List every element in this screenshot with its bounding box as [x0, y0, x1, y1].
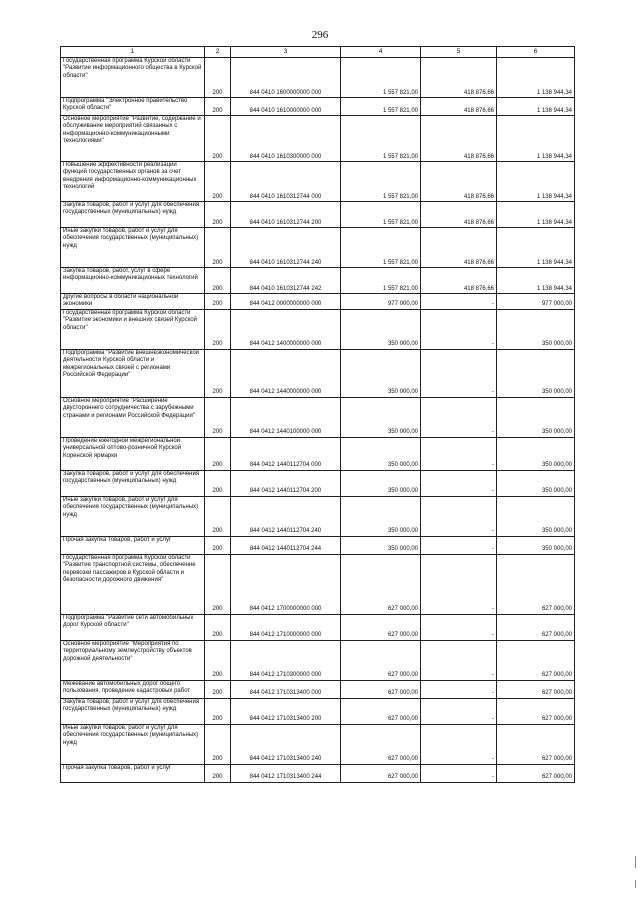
row-admin-code: 200 [205, 437, 231, 470]
row-assigned: 350 000,00 [341, 496, 421, 536]
row-assigned: 627 000,00 [341, 554, 421, 614]
column-header-4: 4 [341, 47, 421, 58]
table-row [61, 536, 575, 554]
table-row [61, 98, 575, 116]
row-admin-code: 200 [205, 496, 231, 536]
row-name: Закупка товаров, работ и услуг для обеспечения государственных (муниципальных) нужд [61, 202, 205, 228]
row-name: Основное мероприятие "Развитие, содержание и обслуживание мероприятий связанных с информационно-коммуникационными технологиями" [61, 116, 205, 162]
row-remaining: 1 138 944,34 [497, 268, 575, 294]
table-row [61, 470, 575, 496]
row-admin-code: 200 [205, 309, 231, 349]
row-executed: - [421, 698, 497, 724]
row-executed: 418 876,66 [421, 98, 497, 116]
page-number: 296 [311, 29, 329, 41]
row-budget-code: 844 0412 0000000000 000 [231, 294, 341, 310]
row-budget-code: 844 0412 1440112704 200 [231, 470, 341, 496]
row-assigned: 1 557 821,00 [341, 162, 421, 202]
row-executed: - [421, 554, 497, 614]
table-row [61, 349, 575, 397]
row-budget-code: 844 0412 1710300000 000 [231, 640, 341, 680]
row-assigned: 977 000,00 [341, 294, 421, 310]
row-executed: - [421, 397, 497, 437]
row-name: Закупка товаров, работ и услуг для обеспечения государственных (муниципальных) нужд [61, 698, 205, 724]
row-executed: 418 876,66 [421, 162, 497, 202]
row-assigned: 350 000,00 [341, 470, 421, 496]
row-admin-code: 200 [205, 162, 231, 202]
row-executed: 418 876,66 [421, 202, 497, 228]
row-assigned: 1 557 821,00 [341, 98, 421, 116]
row-budget-code: 844 0410 1610312744 242 [231, 268, 341, 294]
row-executed: - [421, 724, 497, 764]
row-budget-code: 844 0410 1600000000 000 [231, 58, 341, 98]
row-executed: - [421, 640, 497, 680]
row-admin-code: 200 [205, 228, 231, 268]
row-assigned: 627 000,00 [341, 724, 421, 764]
row-remaining: 1 138 944,34 [497, 228, 575, 268]
table-row [61, 640, 575, 680]
row-admin-code: 200 [205, 614, 231, 640]
row-admin-code: 200 [205, 698, 231, 724]
table-row [61, 496, 575, 536]
row-executed: - [421, 437, 497, 470]
row-assigned: 627 000,00 [341, 698, 421, 724]
row-assigned: 627 000,00 [341, 680, 421, 698]
table-row [61, 698, 575, 724]
row-remaining: 627 000,00 [497, 614, 575, 640]
row-budget-code: 844 0412 1440000000 000 [231, 349, 341, 397]
table-row [61, 116, 575, 162]
row-remaining: 1 138 944,34 [497, 58, 575, 98]
row-name: Основное мероприятие "Мероприятия по территориальному землеустройству объектов дорожной деятельности" [61, 640, 205, 680]
column-header-6: 6 [497, 47, 575, 58]
row-budget-code: 844 0410 1610000000 000 [231, 98, 341, 116]
row-executed: 418 876,66 [421, 228, 497, 268]
row-executed: 418 876,66 [421, 268, 497, 294]
row-remaining: 627 000,00 [497, 554, 575, 614]
row-assigned: 350 000,00 [341, 437, 421, 470]
row-remaining: 1 138 944,34 [497, 202, 575, 228]
row-name: Повышение эффективности реализации функций государственных органов за счет внедрения информационно-коммуникационных технологий [61, 162, 205, 202]
row-budget-code: 844 0412 1440112704 244 [231, 536, 341, 554]
row-budget-code: 844 0412 1440100000 000 [231, 397, 341, 437]
table-row [61, 397, 575, 437]
row-name: Подпрограмма "Электронное правительство Курской области" [61, 98, 205, 116]
row-remaining: 1 138 944,34 [497, 162, 575, 202]
row-assigned: 627 000,00 [341, 614, 421, 640]
row-budget-code: 844 0410 1610312744 240 [231, 228, 341, 268]
row-name: Прочая закупка товаров, работ и услуг [61, 536, 205, 554]
row-remaining: 627 000,00 [497, 640, 575, 680]
row-admin-code: 200 [205, 58, 231, 98]
row-remaining: 627 000,00 [497, 698, 575, 724]
table-row [61, 764, 575, 782]
table-row [61, 680, 575, 698]
column-header-2: 2 [205, 47, 231, 58]
row-remaining: 1 138 944,34 [497, 98, 575, 116]
row-assigned: 627 000,00 [341, 764, 421, 782]
row-budget-code: 844 0412 1440112704 000 [231, 437, 341, 470]
table-row [61, 294, 575, 310]
row-remaining: 627 000,00 [497, 724, 575, 764]
row-budget-code: 844 0412 1710313400 000 [231, 680, 341, 698]
row-assigned: 350 000,00 [341, 309, 421, 349]
row-remaining: 350 000,00 [497, 349, 575, 397]
header-row [61, 47, 575, 58]
row-admin-code: 200 [205, 764, 231, 782]
row-admin-code: 200 [205, 397, 231, 437]
row-executed: - [421, 294, 497, 310]
row-executed: - [421, 496, 497, 536]
row-admin-code: 200 [205, 640, 231, 680]
table-row [61, 437, 575, 470]
row-assigned: 350 000,00 [341, 349, 421, 397]
row-name: Иные закупки товаров, работ и услуг для обеспечения государственных (муниципальных) нужд [61, 724, 205, 764]
column-header-1: 1 [61, 47, 205, 58]
row-assigned: 1 557 821,00 [341, 58, 421, 98]
row-budget-code: 844 0412 1710313400 240 [231, 724, 341, 764]
row-executed: - [421, 470, 497, 496]
row-admin-code: 200 [205, 536, 231, 554]
table-row [61, 202, 575, 228]
row-budget-code: 844 0412 1700000000 000 [231, 554, 341, 614]
scan-artifact [635, 880, 636, 888]
column-header-5: 5 [421, 47, 497, 58]
table-row [61, 614, 575, 640]
row-executed: 418 876,66 [421, 58, 497, 98]
row-assigned: 627 000,00 [341, 640, 421, 680]
row-budget-code: 844 0410 1610312744 000 [231, 162, 341, 202]
row-name: Государственная программа Курской области "Развитие транспортной системы, обеспечение перевозки пассажиров в Курской области и безопасности дорожного движения" [61, 554, 205, 614]
column-header-3: 3 [231, 47, 341, 58]
row-remaining: 977 000,00 [497, 294, 575, 310]
row-executed: - [421, 536, 497, 554]
row-budget-code: 844 0412 1440112704 240 [231, 496, 341, 536]
row-assigned: 1 557 821,00 [341, 268, 421, 294]
row-name: Закупка товаров, работ и услуг для обеспечения государственных (муниципальных) нужд [61, 470, 205, 496]
row-name: Иные закупки товаров, работ и услуг для обеспечения государственных (муниципальных) нужд [61, 228, 205, 268]
row-assigned: 1 557 821,00 [341, 202, 421, 228]
row-name: Прочая закупка товаров, работ и услуг [61, 764, 205, 782]
row-assigned: 350 000,00 [341, 397, 421, 437]
table-row [61, 268, 575, 294]
row-executed: - [421, 764, 497, 782]
row-budget-code: 844 0412 1710313400 200 [231, 698, 341, 724]
row-executed: - [421, 614, 497, 640]
row-budget-code: 844 0412 1710313400 244 [231, 764, 341, 782]
row-assigned: 1 557 821,00 [341, 228, 421, 268]
row-remaining: 1 138 944,34 [497, 116, 575, 162]
table-row [61, 309, 575, 349]
row-admin-code: 200 [205, 202, 231, 228]
row-assigned: 1 557 821,00 [341, 116, 421, 162]
table-row [61, 162, 575, 202]
row-name: Основное мероприятие "Расширение двустороннего сотрудничества с зарубежными странами и регионами Российской Федерации" [61, 397, 205, 437]
row-name: Другие вопросы в области национальной экономики [61, 294, 205, 310]
row-admin-code: 200 [205, 554, 231, 614]
row-admin-code: 200 [205, 680, 231, 698]
table-row [61, 554, 575, 614]
row-admin-code: 200 [205, 724, 231, 764]
row-admin-code: 200 [205, 294, 231, 310]
row-budget-code: 844 0412 1400000000 000 [231, 309, 341, 349]
row-remaining: 627 000,00 [497, 764, 575, 782]
row-budget-code: 844 0410 1610300000 000 [231, 116, 341, 162]
row-executed: - [421, 309, 497, 349]
row-remaining: 350 000,00 [497, 397, 575, 437]
row-executed: - [421, 349, 497, 397]
row-budget-code: 844 0410 1610312744 200 [231, 202, 341, 228]
row-remaining: 350 000,00 [497, 437, 575, 470]
row-remaining: 350 000,00 [497, 496, 575, 536]
scan-artifact [635, 856, 636, 868]
row-name: Подпрограмма "Развитие сети автомобильных дорог Курской области" [61, 614, 205, 640]
row-name: Закупка товаров, работ, услуг в сфере информационно-коммуникационных технологий [61, 268, 205, 294]
row-name: Государственная программа Курской области "Развитие экономики и внешних связей Курской области" [61, 309, 205, 349]
row-executed: - [421, 680, 497, 698]
row-admin-code: 200 [205, 349, 231, 397]
row-admin-code: 200 [205, 268, 231, 294]
row-name: Проведение ежегодной межрегиональной универсальной оптово-розничной Курской Коренской ярмарки [61, 437, 205, 470]
row-name: Государственная программа Курской области "Развитие информационного общества в Курской области" [61, 58, 205, 98]
row-budget-code: 844 0412 1710000000 000 [231, 614, 341, 640]
row-remaining: 350 000,00 [497, 536, 575, 554]
row-admin-code: 200 [205, 98, 231, 116]
table-row [61, 58, 575, 98]
budget-table [60, 46, 575, 783]
row-name: Иные закупки товаров, работ и услуг для обеспечения государственных (муниципальных) нужд [61, 496, 205, 536]
row-name: Подпрограмма "Развитие внешнеэкономической деятельности Курской области и межрегиональных связей с регионами Российской Федерации" [61, 349, 205, 397]
table-row [61, 228, 575, 268]
row-remaining: 350 000,00 [497, 470, 575, 496]
table-row [61, 724, 575, 764]
row-assigned: 350 000,00 [341, 536, 421, 554]
row-executed: 418 876,66 [421, 116, 497, 162]
row-admin-code: 200 [205, 470, 231, 496]
row-remaining: 350 000,00 [497, 309, 575, 349]
row-admin-code: 200 [205, 116, 231, 162]
row-name: Межевание автомобильных дорог общего пользования, проведение кадастровых работ [61, 680, 205, 698]
row-remaining: 627 000,00 [497, 680, 575, 698]
